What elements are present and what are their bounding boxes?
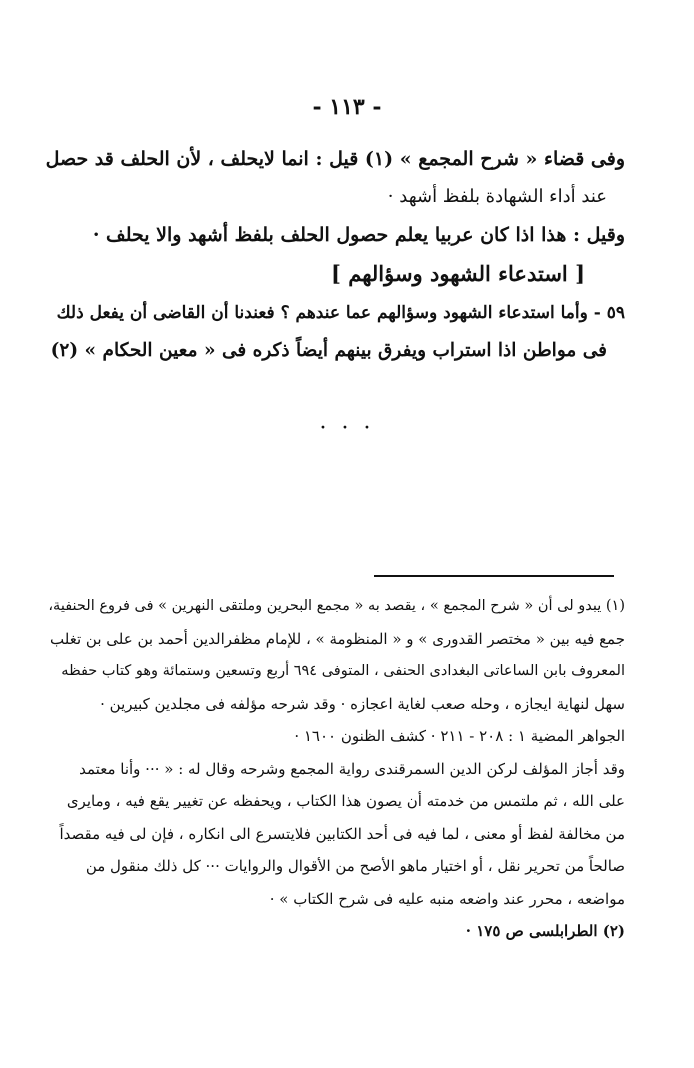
main-line: وفى قضاء « شرح المجمع » (١) قيل : انما لايحلف ، لأن الحلف قد حصل bbox=[45, 148, 625, 170]
paragraph-line: فى مواطن اذا استراب ويفرق بينهم أيضاً ذكره فى « معين الحكام » (٢) bbox=[50, 340, 607, 361]
main-line: وقيل : هذا اذا كان عربيا يعلم حصول الحلف بلفظ أشهد والا يحلف · bbox=[92, 224, 625, 246]
section-separator: · · · bbox=[319, 416, 375, 441]
footnote-line: مواضعه ، محرر عند واضعه منبه عليه فى شرح الكتاب » · bbox=[269, 889, 625, 908]
page-number: - ١١٣ - bbox=[312, 94, 382, 120]
footnote-line: (١) يبدو لى أن « شرح المجمع » ، يقصد به « مجمع البحرين وملتقى النهرين » فى فروع الحنفية، bbox=[48, 598, 625, 614]
footnote-rule bbox=[374, 575, 614, 577]
paragraph-line: ٥٩ - وأما استدعاء الشهود وسؤالهم عما عندهم ؟ فعندنا أن القاضى أن يفعل ذلك bbox=[56, 303, 625, 323]
footnote-line: المعروف بابن الساعاتى البغدادى الحنفى ، المتوفى ٦٩٤ أربع وتسعين وستمائة وهو كتاب حفظه bbox=[61, 663, 625, 679]
main-line: عند أداء الشهادة بلفظ أشهد · bbox=[387, 186, 607, 207]
main-text bbox=[45, 140, 625, 370]
footnotes bbox=[45, 590, 625, 948]
footnote-line: جمع فيه بين « مختصر القدورى » و « المنظومة » ، للإمام مظفرالدين أحمد بن على بن تغلب bbox=[50, 629, 625, 648]
footnote-line: سهل لنهاية ايجازه ، وحله صعب لغاية اعجازه · وقد شرحه مؤلفه فى مجلدين كبيرين · bbox=[100, 694, 625, 713]
footnote-line: صالحاً من تحرير نقل ، أو اختيار ماهو الأصح من الأقوال والروايات ··· كل ذلك منقول من bbox=[85, 857, 625, 875]
footnote-line: من مخالفة لفظ أو معنى ، لما فيه فى أحد الكتابين فلايتسرع الى انكاره ، فإن لى فيه مقصداً bbox=[59, 824, 625, 843]
section-heading: [ استدعاء الشهود وسؤالهم ] bbox=[330, 261, 585, 286]
footnote-line: (٢) الطرابلسى ص ١٧٥ · bbox=[465, 922, 625, 940]
footnote-line: على الله ، ثم ملتمس من خدمته أن يصون هذا الكتاب ، ويحفظه عن تغيير يقع فيه ، ومايرى bbox=[66, 792, 625, 810]
footnote-line: الجواهر المضية ١ : ٢٠٨ - ٢١١ · كشف الظنون ١٦٠٠ · bbox=[294, 727, 625, 745]
footnote-line: وقد أجاز المؤلف لركن الدين السمرقندى رواية المجمع وشرحه وقال له : « ··· وأنا معتمد bbox=[79, 759, 625, 778]
